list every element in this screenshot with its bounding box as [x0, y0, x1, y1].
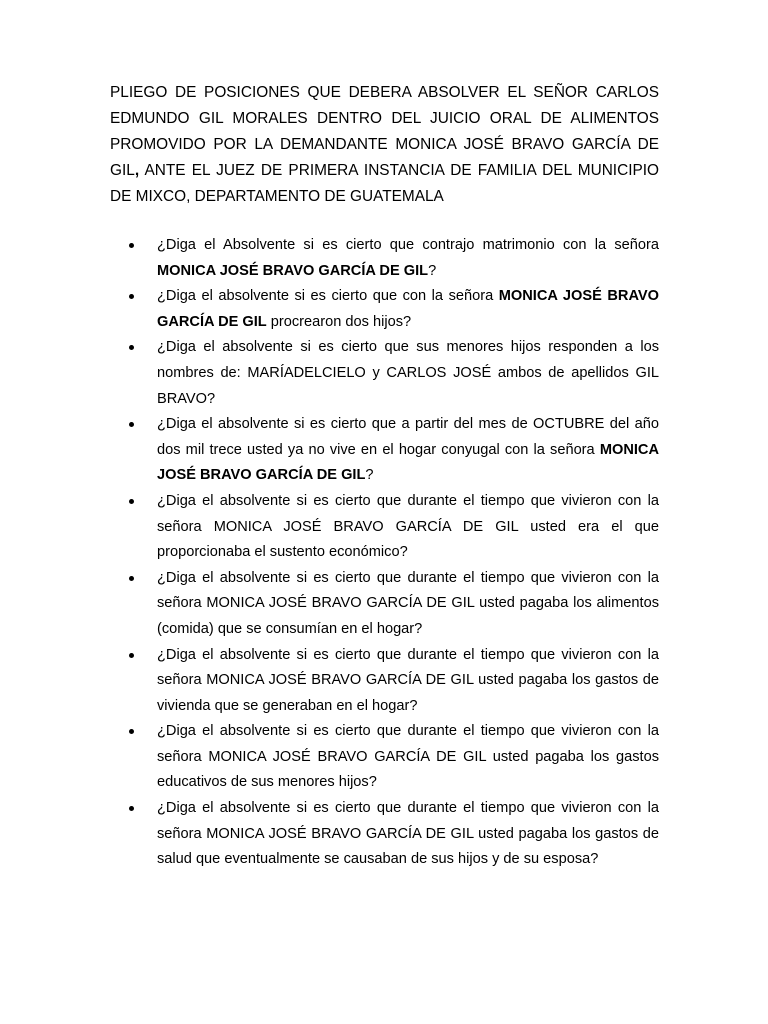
position-text: ¿Diga el absolvente si es cierto que sus menores hijos responden a los nombres de: MARÍADELCIELO y CARLOS JOSÉ ambos de apellidos GIL BRAVO? — [157, 339, 659, 407]
position-item-5 — [110, 489, 659, 566]
bullet-icon — [129, 576, 134, 581]
position-item-7 — [110, 643, 659, 720]
position-text-tail: ? — [428, 262, 437, 279]
position-text: ¿Diga el Absolvente si es cierto que contrajo matrimonio con la señora — [157, 237, 659, 253]
bullet-icon — [129, 499, 134, 504]
bullet-icon — [129, 653, 134, 658]
position-text: ¿Diga el absolvente si es cierto que con la señora — [157, 288, 499, 305]
position-bold-name: MONICA JOSÉ BRAVO GARCÍA DE GIL — [157, 441, 659, 484]
position-item-1 — [110, 233, 659, 284]
position-text-tail: procrearon dos hijos? — [266, 313, 412, 330]
bullet-icon — [129, 806, 134, 811]
position-text: ¿Diga el absolvente si es cierto que durante el tiempo que vivieron con la señora MONICA JOSÉ BRAVO GARCÍA DE GIL usted pagaba los gastos de vivienda que se generaban en el hogar? — [157, 646, 659, 714]
bullet-icon — [129, 422, 134, 427]
position-item-8 — [110, 719, 659, 796]
position-text: ¿Diga el absolvente si es cierto que durante el tiempo que vivieron con la señora MONICA JOSÉ BRAVO GARCÍA DE GIL usted pagaba los alimentos (comida) que se consumían en el hogar? — [157, 569, 659, 637]
heading-text-part-1: PLIEGO DE POSICIONES QUE DEBERA ABSOLVER EL SEÑOR CARLOS EDMUNDO GIL MORALES DENTRO DEL JUICIO ORAL DE ALIMENTOS PROMOVIDO POR LA DEMANDANTE MONICA JOSÉ BRAVO GARCÍA DE GIL — [110, 84, 659, 179]
position-item-3 — [110, 335, 659, 412]
bullet-icon — [129, 294, 134, 299]
position-text-tail: ? — [365, 467, 374, 484]
heading-text-part-2: ANTE EL JUEZ DE PRIMERA INSTANCIA DE FAMILIA DEL MUNICIPIO DE MIXCO, DEPARTAMENTO DE GUATEMALA — [110, 162, 659, 205]
heading-comma: , — [134, 162, 140, 179]
position-item-6 — [110, 566, 659, 643]
position-text: ¿Diga el absolvente si es cierto que durante el tiempo que vivieron con la señora MONICA JOSÉ BRAVO GARCÍA DE GIL usted pagaba los gastos de salud que eventualmente se causaban de sus hijos y de su esposa? — [157, 800, 659, 868]
document-heading — [110, 80, 659, 210]
position-item-2 — [110, 284, 659, 335]
position-item-4 — [110, 412, 659, 489]
bullet-icon — [129, 345, 134, 350]
positions-list — [110, 233, 659, 873]
position-text: ¿Diga el absolvente si es cierto que a partir del mes de OCTUBRE del año dos mil trece usted ya no vive en el hogar conyugal con la señora — [157, 416, 659, 458]
bullet-icon — [129, 729, 134, 734]
position-text: ¿Diga el absolvente si es cierto que durante el tiempo que vivieron con la señora MONICA JOSÉ BRAVO GARCÍA DE GIL usted era el que proporcionaba el sustento económico? — [157, 492, 659, 561]
position-bold-name: MONICA JOSÉ BRAVO GARCÍA DE GIL — [157, 288, 659, 330]
position-item-9 — [110, 796, 659, 873]
position-bold-name: MONICA JOSÉ BRAVO GARCÍA DE GIL — [157, 262, 429, 279]
position-text: ¿Diga el absolvente si es cierto que durante el tiempo que vivieron con la señora MONICA JOSÉ BRAVO GARCÍA DE GIL usted pagaba los gastos educativos de sus menores hijos? — [157, 723, 659, 791]
bullet-icon — [129, 243, 134, 248]
